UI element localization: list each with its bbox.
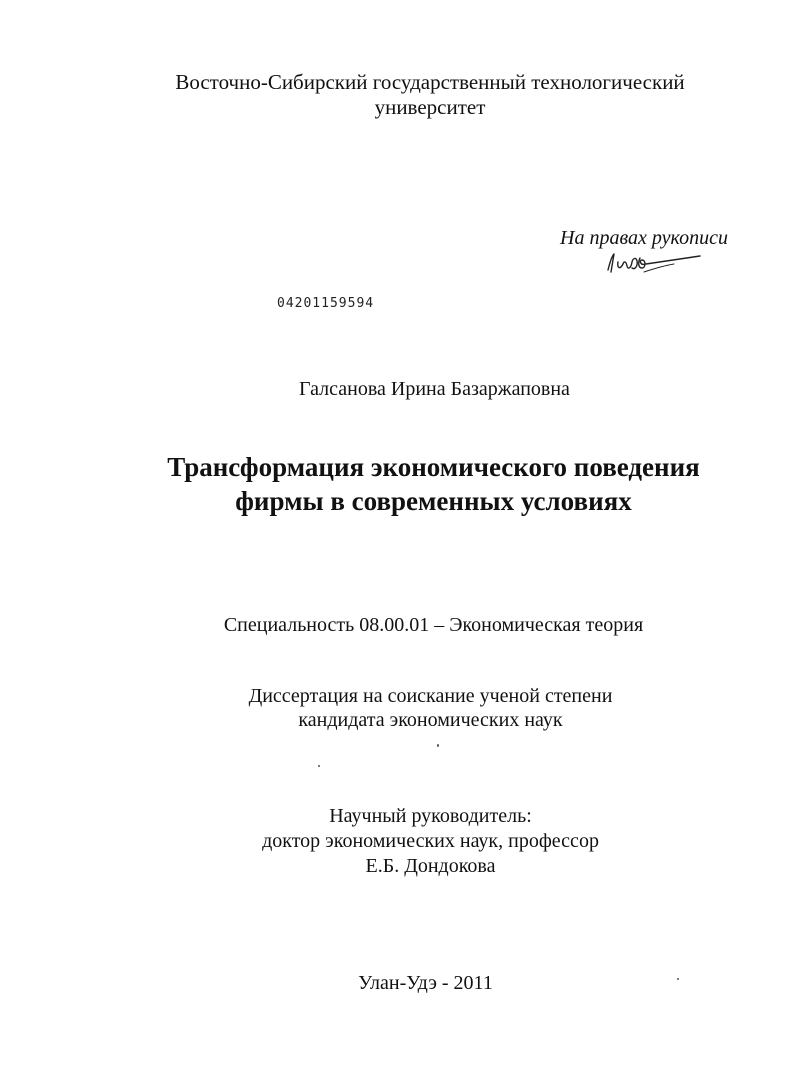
manuscript-note: На правах рукописи [560,227,728,249]
scan-speck [318,765,320,767]
place-and-year: Улан-Удэ - 2011 [358,972,493,994]
advisor-name: Е.Б. Дондокова [365,855,496,877]
title-line-1: Трансформация экономического поведения [167,452,700,482]
title-line-2: фирмы в современных условиях [235,486,632,516]
degree-line-1: Диссертация на соискание ученой степени [248,685,613,707]
dissertation-title [38,450,791,518]
author-name: Галсанова Ирина Базаржаповна [299,378,570,400]
university-name [40,70,791,120]
scan-speck [437,744,439,747]
handwritten-signature [604,248,704,278]
scan-speck [677,978,679,980]
university-line-2: университет [374,95,486,119]
specialty: Специальность 08.00.01 – Экономическая теория [223,614,644,636]
advisor-credentials: доктор экономических наук, профессор [262,830,599,852]
catalog-number: 04201159594 [277,296,375,311]
degree-statement [35,684,791,732]
advisor-heading: Научный руководитель: [329,805,532,827]
scientific-advisor [35,804,791,879]
degree-line-2: кандидата экономических наук [298,709,563,731]
university-line-1: Восточно-Сибирский государственный технологический [175,70,685,94]
